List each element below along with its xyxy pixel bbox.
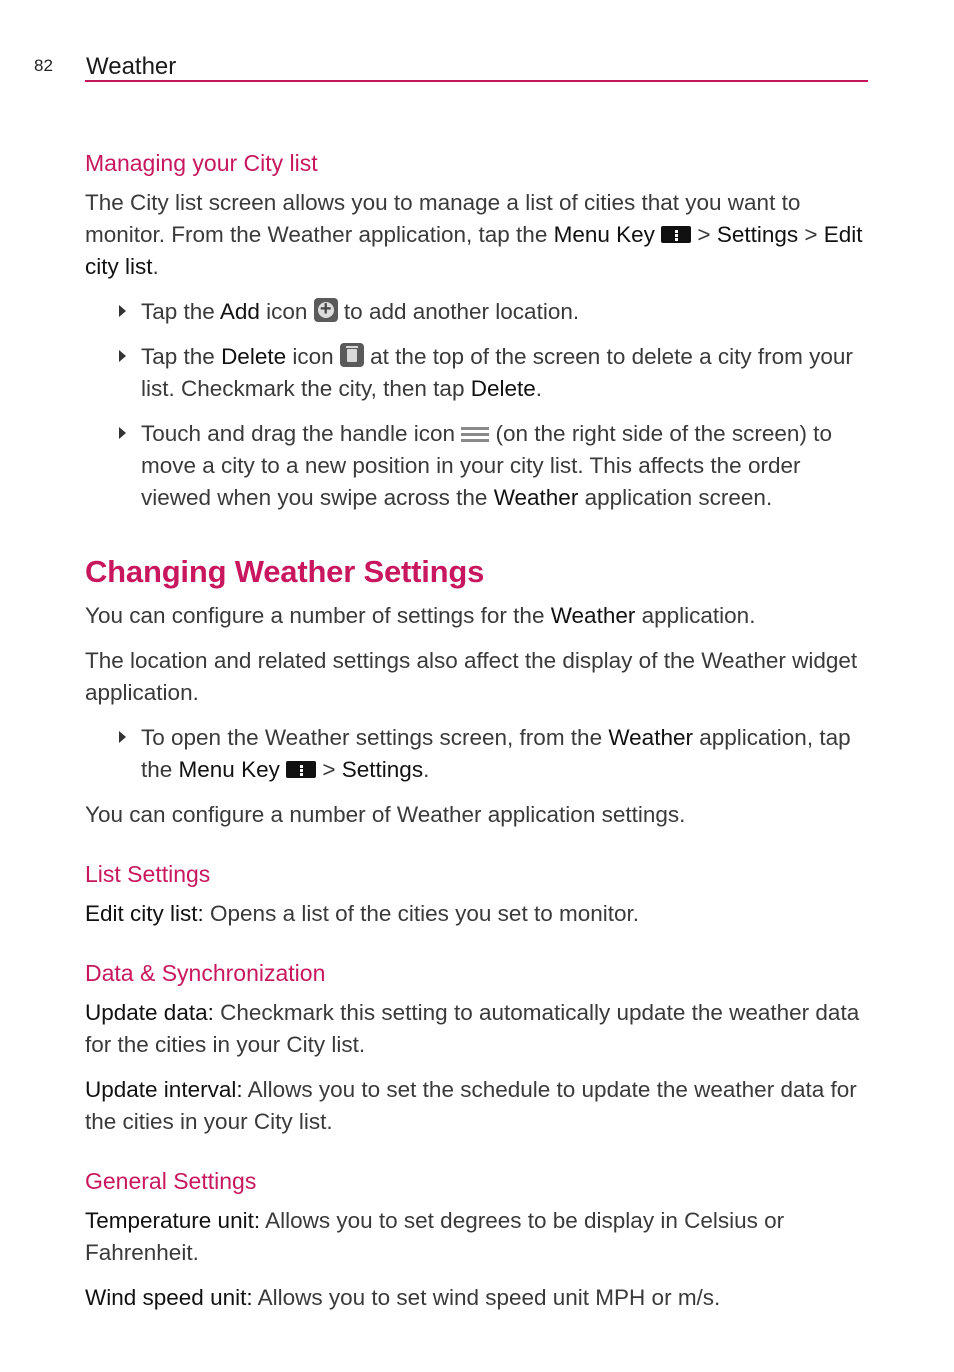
general-settings-item: Wind speed unit: Allows you to set wind speed unit MPH or m/s. [85,1285,721,1310]
bullet-arrow-icon [119,350,126,362]
list-item: Touch and drag the handle icon (on the right side of the screen) to move a city to a new position in your city list. This affects the order viewed when you swipe across the Weather application screen. [85,418,870,514]
edit-city-list-label: Edit city list [85,222,863,279]
managing-city-list-heading: Managing your City list [85,150,318,176]
page-content [85,150,870,1327]
page-number: 82 [34,56,53,75]
list-item: Tap the Add icon + to add another location. [85,296,870,328]
page-title: Changing Weather Settings [85,554,485,589]
menu-key-icon [286,761,316,778]
list-settings-item: Edit city list: Opens a list of the cities you set to monitor. [85,901,639,926]
menu-key-label: Menu Key [553,222,655,247]
bullet-arrow-icon [119,427,126,439]
changing-location-note: The location and related settings also affect the display of the Weather widget application. [85,648,858,705]
data-sync-heading: Data & Synchronization [85,960,326,986]
header-rule [85,80,868,82]
data-sync-item: Update data: Checkmark this setting to automatically update the weather data for the cities in your City list. [85,1000,860,1057]
delete-icon [340,343,364,367]
changing-summary: You can configure a number of Weather application settings. [85,802,686,827]
running-header: Weather [86,53,177,80]
changing-intro: You can configure a number of settings for the Weather application. [85,603,756,628]
menu-key-icon [661,226,691,243]
menu-key-label: Menu Key [178,757,280,782]
data-sync-item: Update interval: Allows you to set the schedule to update the weather data for the cities in your City list. [85,1077,857,1134]
bullet-arrow-icon [119,731,126,743]
general-settings-heading: General Settings [85,1168,257,1194]
bullet-arrow-icon [119,305,126,317]
handle-icon [461,424,489,444]
list-item: To open the Weather settings screen, from the Weather application, tap the Menu Key > Settings. [85,722,870,786]
general-settings-item: Temperature unit: Allows you to set degrees to be display in Celsius or Fahrenheit. [85,1208,785,1265]
list-item: Tap the Delete icon at the top of the screen to delete a city from your list. Checkmark the city, then tap Delete. [85,341,870,405]
add-icon [314,298,338,322]
list-settings-heading: List Settings [85,861,211,887]
settings-label: Settings [716,222,799,247]
managing-intro: The City list screen allows you to manage a list of cities that you want to monitor. From the Weather application, tap the Menu Key > Settings > Edit city list. [85,190,863,279]
